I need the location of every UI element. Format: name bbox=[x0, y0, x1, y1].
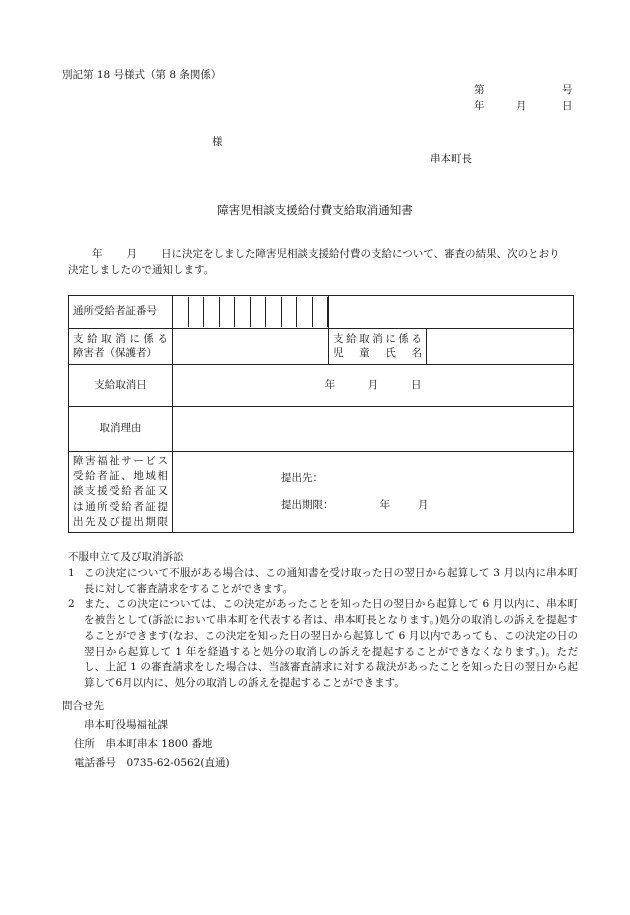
row-submission bbox=[69, 452, 574, 533]
digit-cell bbox=[266, 297, 282, 327]
label-submission bbox=[69, 452, 173, 533]
digit-cell bbox=[282, 297, 298, 327]
inquiry-section bbox=[62, 697, 230, 773]
label-recipient-number: 通所受給者証番号 bbox=[69, 296, 173, 329]
label-child-a: 支給取消に係る bbox=[333, 333, 422, 346]
label-submission-line: 障害福祉サービス bbox=[73, 455, 168, 467]
appeal-item-text: また、この決定については、この決定があったことを知った日の翌日から起算して 6 月以内に、串本町を被告として(訴訟において串本町を代表する者は、串本町長となります。)処分の取消しの訴えを提起することができます(なお、この決定を知った日の翌日から起算して 6 月以内であっても、この決定の日の翌日から起算して 1 年を経過すると処分の取消しの訴えを提起することができなくなります。)。ただし、上記 1 の審査請求をした場合は、当該審査請求に対する裁決があったことを知った日の翌日から起算して6月以内に、処分の取消しの訴えを提起することができます。 bbox=[84, 598, 578, 689]
cancel-date-value bbox=[173, 365, 574, 407]
inquiry-phone: 電話番号 0735-62-0562(直通) bbox=[74, 756, 230, 769]
addressee-honorific: 様 bbox=[212, 136, 223, 148]
intro-text bbox=[68, 246, 578, 279]
digit-cell bbox=[204, 297, 220, 327]
form-reference: 別記第 18 号様式（第 8 条関係） bbox=[62, 69, 222, 81]
intro-year: 年 bbox=[92, 248, 103, 260]
label-cancel-reason: 取消理由 bbox=[69, 407, 173, 452]
label-guardian-b: 障害者（保護者） bbox=[73, 346, 157, 359]
appeal-item-1 bbox=[68, 566, 578, 598]
deadline-year: 年 bbox=[379, 499, 390, 512]
row-cancel-date bbox=[69, 365, 574, 407]
no-suffix: 号 bbox=[562, 84, 573, 96]
label-child bbox=[329, 329, 427, 365]
label-submission-line: は通所受給者証提 bbox=[73, 500, 168, 513]
notice-table bbox=[68, 295, 574, 533]
appeal-item-2 bbox=[68, 597, 578, 692]
row-recipient-number bbox=[69, 296, 574, 329]
intro-month: 月 bbox=[126, 248, 137, 260]
label-cancel-date: 支給取消日 bbox=[69, 365, 173, 407]
inquiry-office: 串本町役場福祉課 bbox=[84, 718, 168, 731]
digit-cell bbox=[220, 297, 236, 327]
intro-line1: 日に決定をしました障害児相談支援給付費の支給について、審査の結果、次のとおり bbox=[161, 248, 560, 260]
submission-value bbox=[173, 452, 574, 533]
row-cancel-reason bbox=[69, 407, 574, 452]
date-day: 日 bbox=[562, 100, 573, 112]
digit-cell bbox=[297, 297, 313, 327]
inquiry-address: 住所 串本町串本 1800 番地 bbox=[74, 737, 213, 750]
deadline-label: 提出期限： bbox=[281, 499, 334, 512]
label-submission-line: 談支援受給者証又 bbox=[73, 485, 168, 498]
submission-deadline bbox=[281, 492, 569, 519]
appeal-item-text: この決定について不服がある場合は、この通知書を受け取った日の翌日から起算して 3 月以内に串本町長に対して審査請求をすることができます。 bbox=[84, 566, 578, 595]
inquiry-heading: 問合せ先 bbox=[62, 700, 104, 712]
digit-cell bbox=[189, 297, 205, 327]
recipient-number-cells bbox=[173, 296, 329, 329]
label-guardian-a: 支 給 取 消 に 係 る bbox=[73, 333, 168, 346]
cancel-month: 月 bbox=[367, 378, 379, 391]
label-submission-line: 出先及び提出期限 bbox=[73, 515, 168, 528]
child-name-value bbox=[427, 329, 574, 365]
row-guardian bbox=[69, 329, 574, 365]
cancel-day: 日 bbox=[410, 378, 422, 391]
cancel-reason-value bbox=[173, 407, 574, 452]
label-submission-line: 受給者証、地域相 bbox=[73, 470, 168, 483]
label-guardian bbox=[69, 329, 173, 365]
cancel-year: 年 bbox=[324, 378, 336, 391]
guardian-value bbox=[173, 329, 329, 365]
deadline-month: 月 bbox=[418, 499, 429, 512]
digit-cell bbox=[313, 297, 329, 327]
appeal-heading: 不服申立て及び取消訴訟 bbox=[68, 551, 184, 563]
appeal-item-number: 2 bbox=[68, 598, 75, 611]
date-year: 年 bbox=[474, 100, 485, 112]
date-month: 月 bbox=[516, 100, 527, 112]
digit-cell bbox=[251, 297, 267, 327]
no-prefix: 第 bbox=[474, 84, 485, 96]
appeal-section bbox=[68, 550, 578, 692]
digit-cell bbox=[235, 297, 251, 327]
intro-line2: 決定しましたので通知します。 bbox=[68, 264, 215, 277]
appeal-item-number: 1 bbox=[68, 566, 75, 579]
submission-destination: 提出先： bbox=[281, 471, 323, 484]
digit-cell bbox=[173, 297, 189, 327]
recipient-number-blank bbox=[329, 296, 574, 329]
issuer: 串本町長 bbox=[430, 153, 472, 165]
document-title: 障害児相談支援給付費支給取消通知書 bbox=[217, 203, 413, 217]
label-child-b: 児 童 氏 名 bbox=[333, 346, 422, 359]
